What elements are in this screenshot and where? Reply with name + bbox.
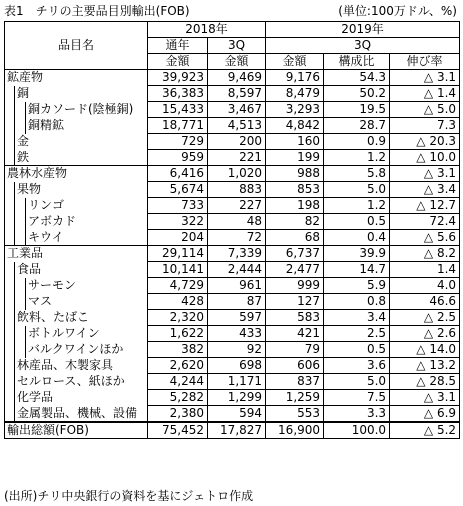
q3-2018-amount: 72 <box>208 230 266 246</box>
growth-value: △ 6.9 <box>390 406 460 423</box>
q3-2018-amount: 883 <box>208 182 266 198</box>
q3-2019-amount: 6,737 <box>266 246 324 262</box>
table-row <box>5 374 460 390</box>
item-name: ボトルワイン <box>26 326 148 342</box>
growth-value: △ 13.2 <box>390 358 460 374</box>
item-name: セルロース、紙ほか <box>15 374 148 390</box>
share-value: 1.2 <box>324 198 390 214</box>
share-value: 3.3 <box>324 406 390 423</box>
share-value: 5.9 <box>324 278 390 294</box>
amount-header: 金額 <box>208 54 266 70</box>
q3-2018-amount: 7,339 <box>208 246 266 262</box>
full-year-amount: 29,114 <box>148 246 208 262</box>
q3-2019-amount: 4,842 <box>266 118 324 134</box>
q3-2018-amount: 698 <box>208 358 266 374</box>
growth-value: △ 14.0 <box>390 342 460 358</box>
indent-spacer <box>5 374 15 390</box>
share-value: 0.5 <box>324 214 390 230</box>
growth-value: 1.4 <box>390 262 460 278</box>
indent-spacer <box>15 342 26 358</box>
q3-2019-amount: 853 <box>266 182 324 198</box>
header-row-years <box>5 22 460 38</box>
indent-spacer <box>5 214 15 230</box>
source-footnote: (出所)チリ中央銀行の資料を基にジェトロ作成 <box>4 489 254 503</box>
table-row <box>5 262 460 278</box>
growth-value: 72.4 <box>390 214 460 230</box>
total-q3-2019-amount: 16,900 <box>266 422 324 439</box>
growth-value: △ 1.4 <box>390 86 460 102</box>
full-year-amount: 5,674 <box>148 182 208 198</box>
year-2019-header: 2019年 <box>266 22 460 38</box>
item-name: 鉱産物 <box>5 70 148 86</box>
table-row <box>5 150 460 166</box>
growth-value: 4.0 <box>390 278 460 294</box>
q3-2018-amount: 2,444 <box>208 262 266 278</box>
growth-value: △ 5.6 <box>390 230 460 246</box>
q3-2018-amount: 92 <box>208 342 266 358</box>
q3-2019-amount: 198 <box>266 198 324 214</box>
growth-value: △ 5.0 <box>390 102 460 118</box>
growth-value: △ 12.7 <box>390 198 460 214</box>
q3-2019-amount: 127 <box>266 294 324 310</box>
full-year-amount: 36,383 <box>148 86 208 102</box>
table-row <box>5 230 460 246</box>
total-q3-2018-amount: 17,827 <box>208 422 266 439</box>
total-full-year-amount: 75,452 <box>148 422 208 439</box>
full-year-amount: 2,380 <box>148 406 208 423</box>
total-row <box>5 422 460 439</box>
full-year-amount: 729 <box>148 134 208 150</box>
full-year-amount: 5,282 <box>148 390 208 406</box>
full-year-amount: 18,771 <box>148 118 208 134</box>
q3-2018-amount: 200 <box>208 134 266 150</box>
q3-2019-amount: 837 <box>266 374 324 390</box>
full-year-amount: 4,244 <box>148 374 208 390</box>
full-year-header: 通年 <box>148 38 208 54</box>
table-row <box>5 342 460 358</box>
indent-spacer <box>5 262 15 278</box>
full-year-amount: 733 <box>148 198 208 214</box>
table-row <box>5 246 460 262</box>
indent-spacer <box>5 310 15 326</box>
share-value: 3.6 <box>324 358 390 374</box>
full-year-amount: 428 <box>148 294 208 310</box>
q3-2018-amount: 961 <box>208 278 266 294</box>
indent-spacer <box>5 134 15 150</box>
full-year-amount: 959 <box>148 150 208 166</box>
table-row <box>5 326 460 342</box>
full-year-amount: 15,433 <box>148 102 208 118</box>
indent-spacer <box>5 406 15 423</box>
q3-2019-amount: 583 <box>266 310 324 326</box>
export-table <box>4 21 460 439</box>
table-row <box>5 310 460 326</box>
item-name: 農林水産物 <box>5 166 148 182</box>
item-name: 林産品、木製家具 <box>15 358 148 374</box>
q3-2018-header: 3Q <box>208 38 266 54</box>
unit-label: (単位:100万ドル、%) <box>338 4 457 18</box>
table-row <box>5 358 460 374</box>
total-share-value: 100.0 <box>324 422 390 439</box>
table-row <box>5 278 460 294</box>
growth-value: △ 20.3 <box>390 134 460 150</box>
q3-2019-amount: 199 <box>266 150 324 166</box>
growth-value: △ 2.5 <box>390 310 460 326</box>
growth-value: 7.3 <box>390 118 460 134</box>
q3-2018-amount: 433 <box>208 326 266 342</box>
indent-spacer <box>15 102 26 118</box>
q3-2018-amount: 48 <box>208 214 266 230</box>
share-value: 5.0 <box>324 374 390 390</box>
share-value: 39.9 <box>324 246 390 262</box>
full-year-amount: 382 <box>148 342 208 358</box>
item-name: 金属製品、機械、設備 <box>15 406 148 423</box>
indent-spacer <box>15 294 26 310</box>
growth-value: △ 3.1 <box>390 70 460 86</box>
share-value: 1.2 <box>324 150 390 166</box>
q3-2018-amount: 221 <box>208 150 266 166</box>
q3-2019-amount: 68 <box>266 230 324 246</box>
q3-2019-amount: 606 <box>266 358 324 374</box>
full-year-amount: 1,622 <box>148 326 208 342</box>
q3-2019-amount: 160 <box>266 134 324 150</box>
indent-spacer <box>15 326 26 342</box>
item-name: アボカド <box>26 214 148 230</box>
table-row <box>5 214 460 230</box>
growth-value: △ 3.4 <box>390 182 460 198</box>
item-name-header: 品目名 <box>5 22 148 70</box>
q3-2018-amount: 8,597 <box>208 86 266 102</box>
indent-spacer <box>5 342 15 358</box>
indent-spacer <box>5 102 15 118</box>
q3-2019-header: 3Q <box>266 38 460 54</box>
full-year-amount: 2,320 <box>148 310 208 326</box>
table-row <box>5 166 460 182</box>
growth-value: 46.6 <box>390 294 460 310</box>
full-year-amount: 4,729 <box>148 278 208 294</box>
share-value: 3.4 <box>324 310 390 326</box>
growth-value: △ 3.1 <box>390 390 460 406</box>
q3-2018-amount: 1,020 <box>208 166 266 182</box>
indent-spacer <box>5 326 15 342</box>
item-name: 化学品 <box>15 390 148 406</box>
growth-value: △ 8.2 <box>390 246 460 262</box>
full-year-amount: 39,923 <box>148 70 208 86</box>
share-value: 0.8 <box>324 294 390 310</box>
item-name: 銅精鉱 <box>26 118 148 134</box>
q3-2018-amount: 87 <box>208 294 266 310</box>
item-name: サーモン <box>26 278 148 294</box>
q3-2018-amount: 9,469 <box>208 70 266 86</box>
q3-2019-amount: 988 <box>266 166 324 182</box>
item-name: 工業品 <box>5 246 148 262</box>
indent-spacer <box>5 278 15 294</box>
full-year-amount: 10,141 <box>148 262 208 278</box>
share-value: 2.5 <box>324 326 390 342</box>
q3-2018-amount: 1,171 <box>208 374 266 390</box>
item-name: 金 <box>15 134 148 150</box>
share-value: 0.9 <box>324 134 390 150</box>
q3-2019-amount: 553 <box>266 406 324 423</box>
q3-2018-amount: 1,299 <box>208 390 266 406</box>
item-name: マス <box>26 294 148 310</box>
share-value: 0.4 <box>324 230 390 246</box>
q3-2019-amount: 2,477 <box>266 262 324 278</box>
q3-2019-amount: 8,479 <box>266 86 324 102</box>
table-row <box>5 390 460 406</box>
share-value: 19.5 <box>324 102 390 118</box>
table-row <box>5 86 460 102</box>
indent-spacer <box>5 182 15 198</box>
indent-spacer <box>5 358 15 374</box>
item-name: 飲料、たばこ <box>15 310 148 326</box>
item-name: リンゴ <box>26 198 148 214</box>
table-title: 表1 チリの主要品目別輸出(FOB) <box>4 4 190 18</box>
share-value: 54.3 <box>324 70 390 86</box>
item-name: 銅 <box>15 86 148 102</box>
indent-spacer <box>15 214 26 230</box>
growth-value: △ 28.5 <box>390 374 460 390</box>
indent-spacer <box>15 118 26 134</box>
item-name: 銅カソード(陰極銅) <box>26 102 148 118</box>
share-value: 50.2 <box>324 86 390 102</box>
item-name: キウイ <box>26 230 148 246</box>
q3-2019-amount: 3,293 <box>266 102 324 118</box>
table-row <box>5 134 460 150</box>
indent-spacer <box>5 118 15 134</box>
full-year-amount: 6,416 <box>148 166 208 182</box>
item-name: 食品 <box>15 262 148 278</box>
table-row <box>5 198 460 214</box>
indent-spacer <box>5 390 15 406</box>
q3-2019-amount: 9,176 <box>266 70 324 86</box>
q3-2018-amount: 597 <box>208 310 266 326</box>
full-year-amount: 322 <box>148 214 208 230</box>
amount-header: 金額 <box>266 54 324 70</box>
table-caption <box>4 2 459 20</box>
q3-2018-amount: 3,467 <box>208 102 266 118</box>
item-name: 果物 <box>15 182 148 198</box>
share-value: 14.7 <box>324 262 390 278</box>
share-value: 0.5 <box>324 342 390 358</box>
indent-spacer <box>15 198 26 214</box>
q3-2018-amount: 594 <box>208 406 266 423</box>
q3-2019-amount: 79 <box>266 342 324 358</box>
indent-spacer <box>15 278 26 294</box>
indent-spacer <box>5 294 15 310</box>
growth-header: 伸び率 <box>390 54 460 70</box>
q3-2019-amount: 421 <box>266 326 324 342</box>
item-name: バルクワインほか <box>26 342 148 358</box>
indent-spacer <box>5 86 15 102</box>
share-value: 28.7 <box>324 118 390 134</box>
amount-header: 金額 <box>148 54 208 70</box>
growth-value: △ 10.0 <box>390 150 460 166</box>
year-2018-header: 2018年 <box>148 22 266 38</box>
full-year-amount: 2,620 <box>148 358 208 374</box>
q3-2019-amount: 1,259 <box>266 390 324 406</box>
table-row <box>5 182 460 198</box>
q3-2019-amount: 82 <box>266 214 324 230</box>
q3-2018-amount: 4,513 <box>208 118 266 134</box>
full-year-amount: 204 <box>148 230 208 246</box>
table-row <box>5 294 460 310</box>
table-row <box>5 406 460 423</box>
share-value: 5.8 <box>324 166 390 182</box>
total-label: 輸出総額(FOB) <box>5 422 148 439</box>
table-row <box>5 70 460 86</box>
item-name: 鉄 <box>15 150 148 166</box>
indent-spacer <box>5 198 15 214</box>
indent-spacer <box>15 230 26 246</box>
total-growth-value: △ 5.2 <box>390 422 460 439</box>
indent-spacer <box>5 150 15 166</box>
share-header: 構成比 <box>324 54 390 70</box>
growth-value: △ 3.1 <box>390 166 460 182</box>
growth-value: △ 2.6 <box>390 326 460 342</box>
q3-2019-amount: 999 <box>266 278 324 294</box>
q3-2018-amount: 227 <box>208 198 266 214</box>
table-row <box>5 118 460 134</box>
share-value: 5.0 <box>324 182 390 198</box>
share-value: 7.5 <box>324 390 390 406</box>
indent-spacer <box>5 230 15 246</box>
table-row <box>5 102 460 118</box>
